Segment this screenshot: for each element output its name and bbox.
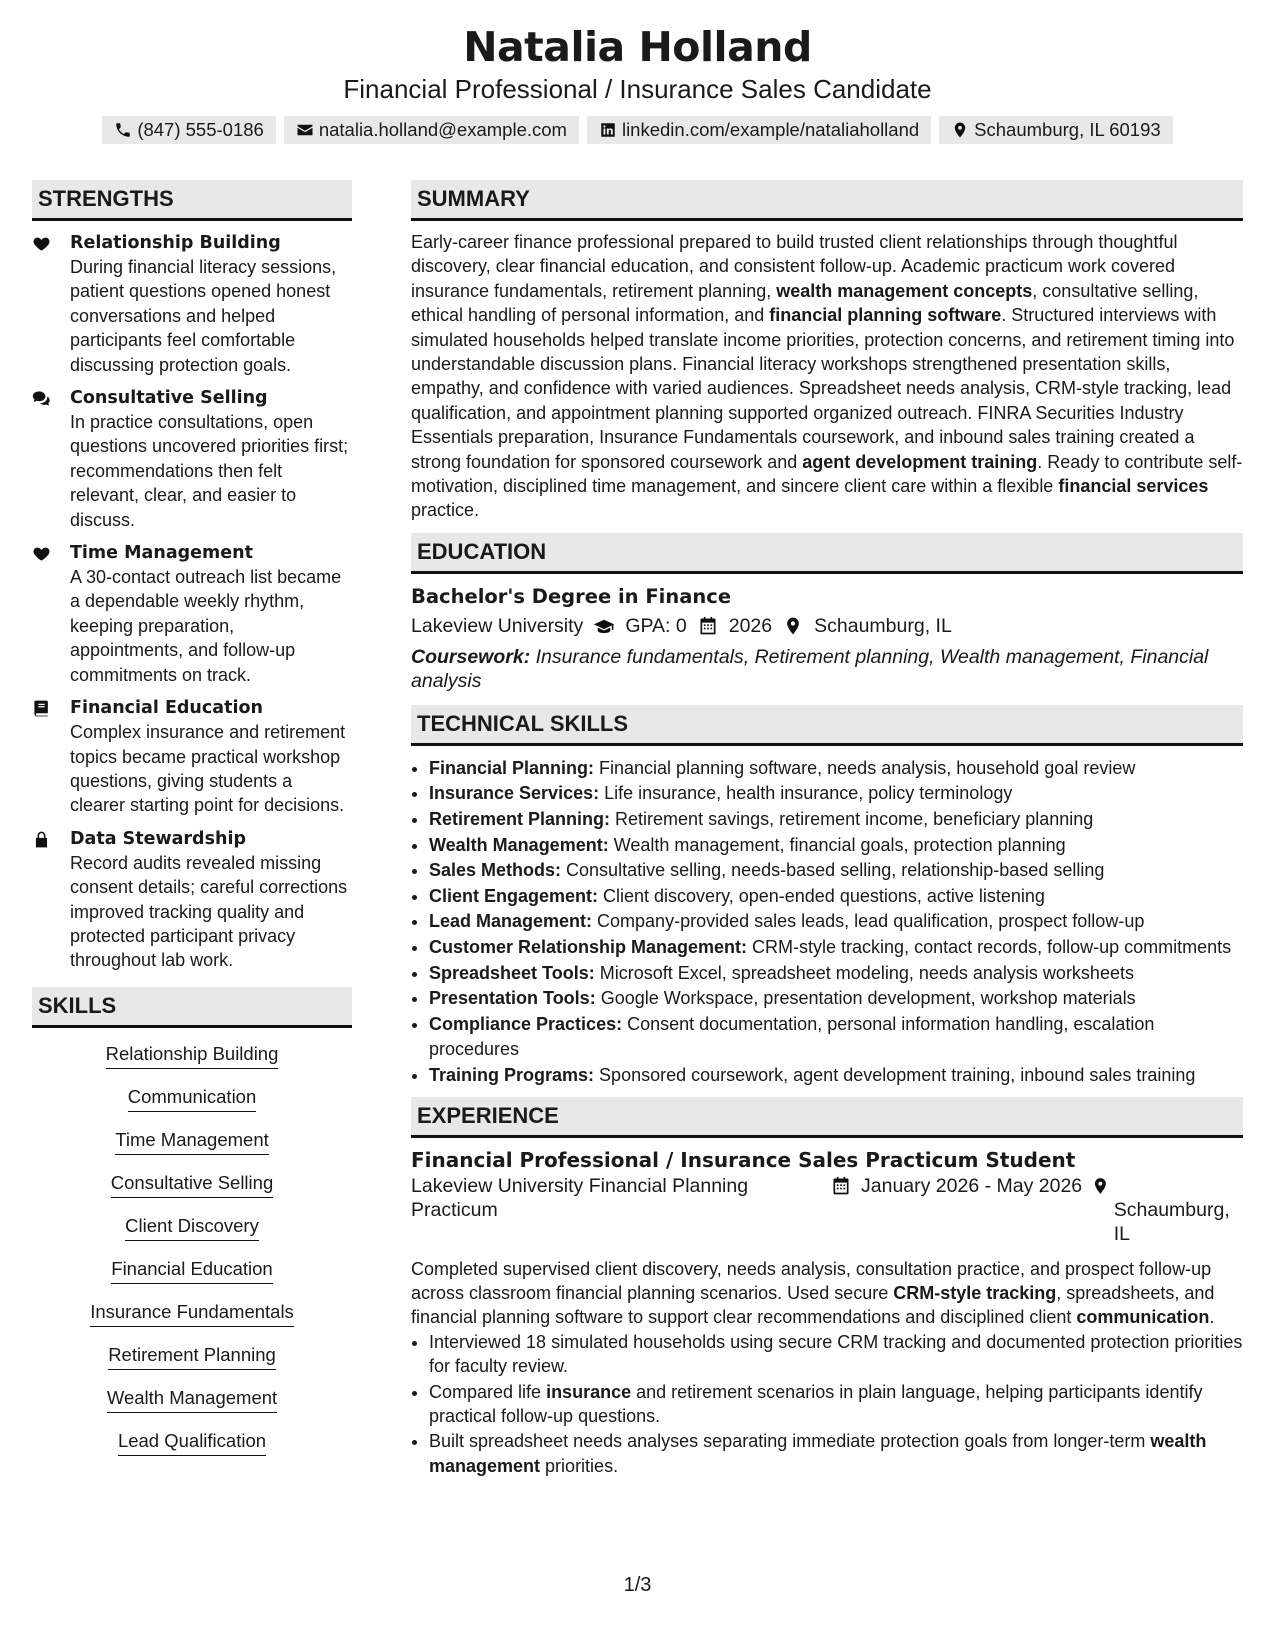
skill-category: Wealth Management:	[429, 834, 609, 855]
calendar-icon	[697, 616, 719, 636]
contact-email-text: natalia.holland@example.com	[318, 119, 567, 140]
heart-icon	[32, 234, 51, 253]
bullet-text: Interviewed 18 simulated households using secure CRM tracking and documented protection priorities for faculty review.	[429, 1331, 1243, 1377]
bullet-text: and retirement scenarios in plain language, helping participants identify practical follow-up questions.	[429, 1381, 1203, 1427]
skill-tag: Lead Qualification	[118, 1429, 266, 1456]
strengths-list	[32, 221, 352, 973]
education-location: Schaumburg, IL	[814, 614, 952, 637]
skills-list	[32, 1028, 352, 1472]
calendar-icon	[831, 1176, 851, 1196]
job-dates: January 2026 - May 2026	[861, 1174, 1083, 1197]
resume-header	[0, 0, 1275, 144]
summary-keyword: financial planning software	[769, 305, 1002, 326]
list-item	[429, 756, 1243, 782]
skill-values: Wealth management, financial goals, protection planning	[608, 834, 1066, 855]
skill-tag: Consultative Selling	[111, 1171, 273, 1198]
map-marker-icon	[782, 616, 804, 636]
strength-item	[32, 386, 352, 532]
page-number: 1/3	[623, 1574, 652, 1596]
skill-category: Customer Relationship Management:	[429, 937, 748, 958]
list-item	[429, 833, 1243, 859]
strength-desc: During financial literacy sessions, patient questions opened honest conversations and helped participants feel comfortable discussing protection goals.	[70, 257, 337, 375]
graduation-cap-icon	[593, 616, 615, 636]
skill-tag: Client Discovery	[125, 1214, 259, 1241]
strength-item	[32, 696, 352, 818]
skill-values: Microsoft Excel, spreadsheet modeling, needs analysis worksheets	[594, 962, 1134, 983]
summary-part: .	[1209, 1307, 1215, 1328]
list-item	[429, 884, 1243, 910]
skill-tag: Communication	[128, 1085, 257, 1112]
skill-tag: Insurance Fundamentals	[90, 1300, 294, 1327]
summary-part: , consultative selling, ethical handling of personal information, and	[411, 280, 1199, 326]
phone-icon	[114, 121, 132, 139]
list-item	[429, 1380, 1243, 1429]
map-marker-icon	[1091, 1176, 1110, 1196]
list-item	[429, 781, 1243, 807]
school-name: Lakeview University	[411, 614, 584, 637]
skill-category: Retirement Planning:	[429, 809, 611, 830]
summary-keyword: CRM-style tracking	[893, 1283, 1057, 1303]
summary-heading: SUMMARY	[411, 180, 1243, 221]
gpa: GPA: 0	[625, 614, 687, 637]
skill-tag: Time Management	[115, 1128, 269, 1155]
summary-part: Completed supervised client discovery, needs analysis, consultation practice, and prospect follow-up across classroom financial planning scenarios. Used secure	[411, 1258, 1212, 1303]
summary-part: , spreadsheets, and financial planning software to support clear recommendations and disciplined client	[411, 1283, 1215, 1328]
strength-title: Consultative Selling	[70, 388, 268, 409]
heart-icon	[32, 544, 51, 563]
contact-phone[interactable]	[102, 116, 276, 144]
degree-title: Bachelor's Degree in Finance	[411, 584, 732, 608]
bullet-text: Compared life	[429, 1381, 547, 1402]
coursework-list: Insurance fundamentals, Retirement planning, Wealth management, Financial analysis	[411, 645, 1209, 692]
skill-values: Financial planning software, needs analysis, household goal review	[594, 757, 1136, 778]
technical-skills-list	[411, 746, 1243, 1097]
skill-tag: Wealth Management	[107, 1386, 277, 1413]
envelope-icon	[296, 121, 314, 139]
skill-category: Financial Planning:	[429, 757, 595, 778]
list-item	[429, 1429, 1243, 1478]
list-item	[429, 807, 1243, 833]
experience-entry	[411, 1138, 1243, 1479]
summary-text	[411, 221, 1243, 533]
strength-item	[32, 231, 352, 377]
skill-values: Retirement savings, retirement income, beneficiary planning	[610, 809, 1094, 830]
list-item	[429, 858, 1243, 884]
contact-phone-text: (847) 555-0186	[137, 119, 264, 140]
strength-desc: Complex insurance and retirement topics became practical workshop questions, giving students a clearer starting point for decisions.	[70, 722, 346, 816]
contact-location-text: Schaumburg, IL 60193	[974, 119, 1161, 140]
experience-heading: EXPERIENCE	[411, 1097, 1243, 1138]
skill-tag: Financial Education	[111, 1257, 272, 1284]
strength-title: Data Stewardship	[70, 828, 246, 849]
list-item	[429, 909, 1243, 935]
bullet-keyword: insurance	[546, 1381, 632, 1402]
list-item	[429, 1012, 1243, 1063]
contact-linkedin[interactable]	[587, 116, 931, 144]
experience-meta	[411, 1174, 1243, 1247]
strength-desc: In practice consultations, open questions uncovered priorities first; recommendations then felt relevant, clear, and easier to discuss.	[70, 412, 349, 530]
bullet-keyword: wealth management	[429, 1431, 1207, 1476]
list-item	[429, 1330, 1243, 1379]
contact-location	[939, 116, 1173, 144]
education-entry	[411, 574, 1243, 705]
comments-icon	[32, 389, 51, 408]
graduation-year: 2026	[728, 614, 773, 637]
summary-keyword: communication	[1076, 1307, 1210, 1328]
skill-values: Sponsored coursework, agent development training, inbound sales training	[594, 1065, 1196, 1085]
summary-part: . Ready to contribute self-motivation, disciplined time management, and sincere client care within a flexible	[411, 451, 1243, 497]
map-marker-icon	[951, 121, 969, 139]
skill-category: Compliance Practices:	[429, 1013, 623, 1034]
book-icon	[32, 699, 51, 718]
education-heading: EDUCATION	[411, 533, 1243, 574]
strength-desc: A 30-contact outreach list became a dependable weekly rhythm, keeping preparation, appointments, and follow-up commitments on track.	[70, 567, 342, 685]
skill-tag: Relationship Building	[106, 1042, 279, 1069]
skill-tag: Retirement Planning	[108, 1343, 276, 1370]
strength-title: Relationship Building	[70, 233, 281, 253]
skill-category: Training Programs:	[429, 1065, 595, 1085]
list-item	[429, 986, 1243, 1012]
technical-skills-heading: TECHNICAL SKILLS	[411, 705, 1243, 746]
contact-linkedin-text: linkedin.com/example/nataliaholland	[621, 119, 920, 140]
strength-title: Financial Education	[70, 698, 263, 719]
coursework	[411, 645, 1243, 693]
summary-keyword: financial services	[1058, 476, 1209, 497]
employer: Lakeview University Financial Planning Practicum	[411, 1174, 749, 1222]
skill-values: Client discovery, open-ended questions, active listening	[598, 885, 1045, 906]
strengths-heading: STRENGTHS	[32, 180, 352, 221]
skill-category: Lead Management:	[429, 911, 593, 932]
skill-category: Sales Methods:	[429, 860, 562, 881]
contact-bar	[0, 116, 1275, 144]
skill-category: Spreadsheet Tools:	[429, 962, 595, 983]
bullet-text: priorities.	[540, 1455, 619, 1476]
skill-values: Google Workspace, presentation development, workshop materials	[595, 988, 1136, 1009]
list-item	[429, 935, 1243, 961]
linkedin-icon	[599, 121, 617, 139]
skill-values: Life insurance, health insurance, policy terminology	[599, 783, 1013, 804]
lock-icon	[32, 830, 51, 849]
strength-desc: Record audits revealed missing consent details; careful corrections improved tracking quality and protected participant privacy throughout lab work.	[70, 852, 348, 971]
summary-part: practice.	[411, 500, 480, 521]
job-title: Financial Professional / Insurance Sales Practicum Student	[411, 1147, 1076, 1172]
left-column	[32, 180, 352, 1479]
strength-title: Time Management	[70, 543, 253, 564]
strength-item	[32, 827, 352, 973]
strength-item	[32, 541, 352, 687]
skill-values: Consent documentation, personal information handling, escalation procedures	[429, 1013, 1155, 1060]
education-meta	[411, 611, 1243, 641]
coursework-label: Coursework:	[411, 645, 531, 668]
skill-category: Client Engagement:	[429, 885, 599, 906]
list-item	[429, 1063, 1243, 1089]
job-location: Schaumburg, IL	[1113, 1198, 1230, 1246]
summary-keyword: agent development training	[802, 451, 1038, 472]
skill-values: Company-provided sales leads, lead qualification, prospect follow-up	[592, 911, 1145, 932]
candidate-headline: Financial Professional / Insurance Sales Candidate	[343, 74, 932, 104]
experience-bullets	[411, 1330, 1243, 1478]
bullet-text: Built spreadsheet needs analyses separating immediate protection goals from longer-term	[429, 1431, 1151, 1452]
skill-values: Consultative selling, needs-based selling, relationship-based selling	[561, 860, 1105, 881]
summary-keyword: wealth management concepts	[776, 280, 1033, 301]
skills-heading: SKILLS	[32, 987, 352, 1028]
contact-email[interactable]	[284, 116, 579, 144]
skill-category: Presentation Tools:	[429, 988, 596, 1009]
skill-category: Insurance Services:	[429, 783, 600, 804]
experience-summary	[411, 1257, 1243, 1330]
summary-part: Early-career finance professional prepared to build trusted client relationships through thoughtful discovery, clear financial education, and consistent follow-up. Academic practicum work covered insurance fundamentals, retirement planning,	[411, 232, 1178, 301]
candidate-name: Natalia Holland	[463, 23, 812, 71]
skill-values: CRM-style tracking, contact records, follow-up commitments	[747, 937, 1232, 958]
right-column	[411, 180, 1243, 1479]
summary-part: . Structured interviews with simulated households helped translate income priorities, protection concerns, and retirement timing into understandable discussion plans. Financial literacy workshops strengthened presentation skills, empathy, and confidence with varied audiences. Spreadsheet needs analysis, CRM-style tracking, lead qualification, and appointment planning supported organized outreach. FINRA Securities Industry Essentials preparation, Insurance Fundamentals coursework, and inbound sales training created a strong foundation for sponsored coursework and	[411, 305, 1235, 472]
list-item	[429, 961, 1243, 987]
